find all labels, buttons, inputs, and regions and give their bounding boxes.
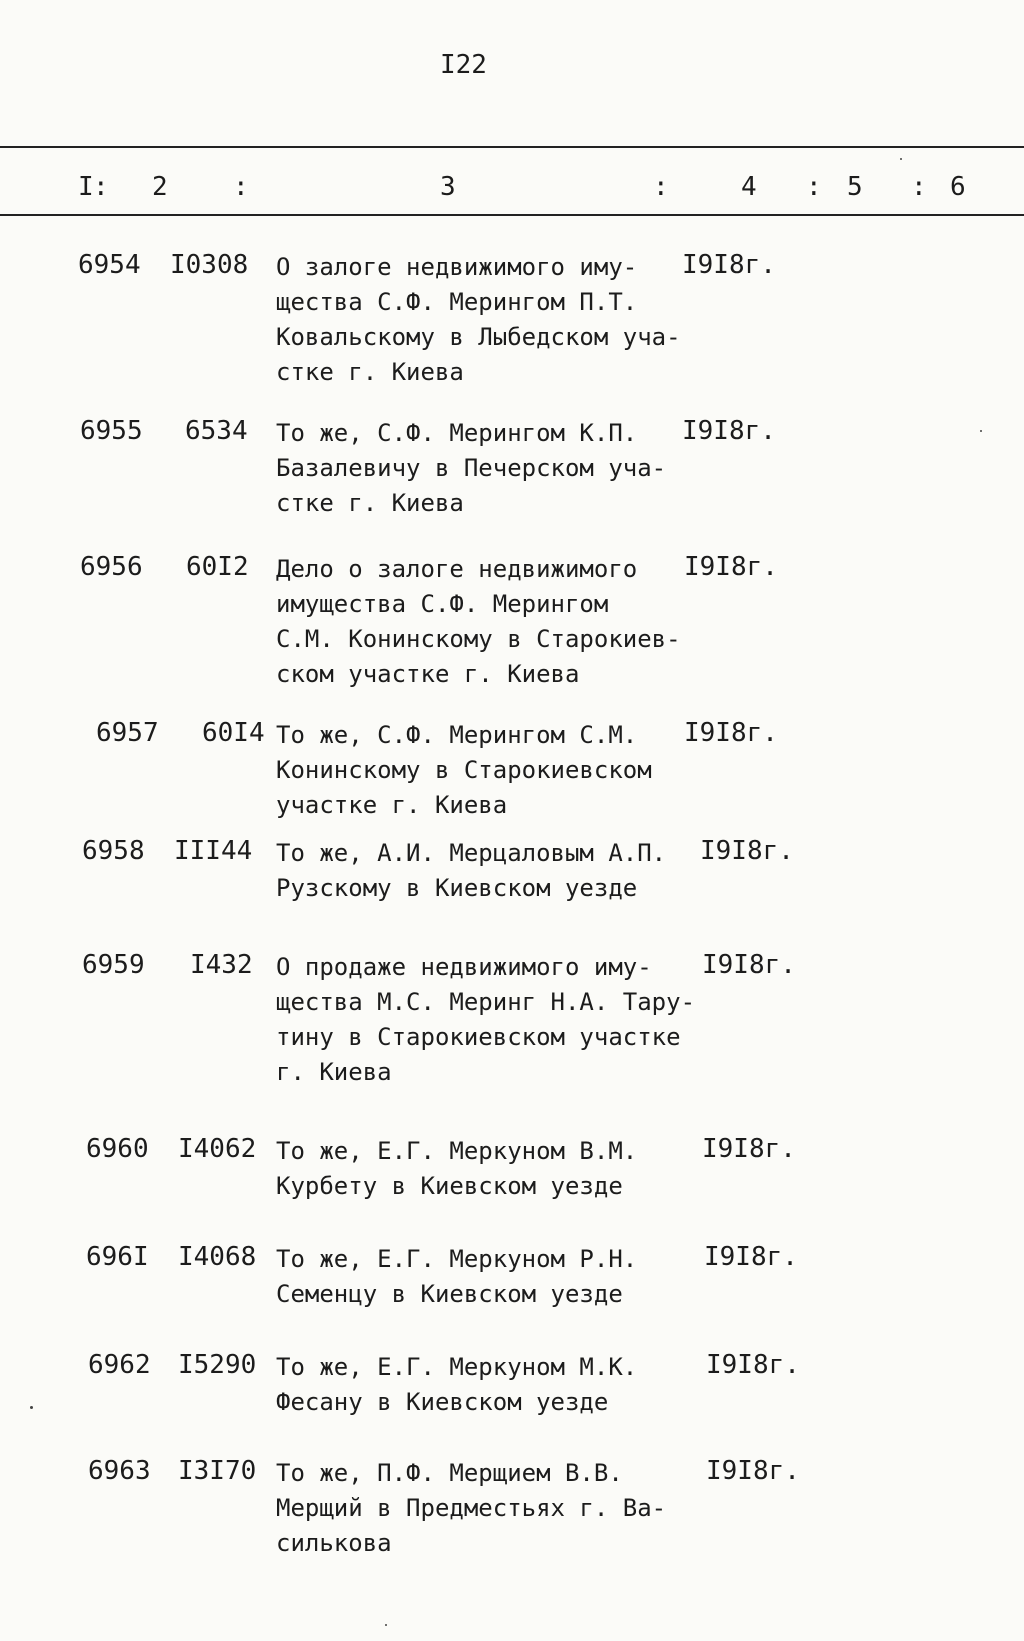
entry-year: I9I8г. <box>702 1134 796 1164</box>
entry-description <box>276 416 706 521</box>
scan-speck <box>980 430 982 432</box>
description-line: имущества С.Ф. Мерингом <box>276 590 609 618</box>
column-separator: : <box>653 172 669 202</box>
description-line: тину в Старокиевском участке <box>276 1023 681 1051</box>
entry-number: 6956 <box>80 552 143 582</box>
entry-year: I9I8г. <box>706 1456 800 1486</box>
page-number: I22 <box>440 50 487 80</box>
table-header-rule <box>0 214 1024 216</box>
entry-number: 696I <box>86 1242 149 1272</box>
column-separator: : <box>233 172 249 202</box>
scan-speck <box>30 1406 33 1409</box>
entry-number: 6957 <box>96 718 159 748</box>
file-number: I3I70 <box>178 1456 257 1486</box>
column-separator: : <box>911 172 927 202</box>
description-line: Конинскому в Старокиевском <box>276 756 652 784</box>
column-separator: : <box>806 172 822 202</box>
description-line: г. Киева <box>276 1058 392 1086</box>
file-number: I5290 <box>178 1350 257 1380</box>
entry-description <box>276 250 706 390</box>
file-number: I4062 <box>178 1134 257 1164</box>
description-line: То же, А.И. Мерцаловым А.П. <box>276 839 667 867</box>
description-line: щества С.Ф. Мерингом П.Т. <box>276 288 638 316</box>
file-number: 6534 <box>185 416 248 446</box>
description-line: О залоге недвижимого иму- <box>276 253 638 281</box>
description-line: Рузскому в Киевском уезде <box>276 874 638 902</box>
description-line: Курбету в Киевском уезде <box>276 1172 623 1200</box>
entry-year: I9I8г. <box>700 836 794 866</box>
entry-year: I9I8г. <box>704 1242 798 1272</box>
entry-year: I9I8г. <box>684 718 778 748</box>
file-number: III44 <box>174 836 253 866</box>
entry-year: I9I8г. <box>702 950 796 980</box>
description-line: То же, Е.Г. Меркуном В.М. <box>276 1137 638 1165</box>
entry-number: 6960 <box>86 1134 149 1164</box>
scan-speck <box>385 1624 387 1626</box>
entry-number: 6963 <box>88 1456 151 1486</box>
description-line: Фесану в Киевском уезде <box>276 1388 609 1416</box>
entry-year: I9I8г. <box>706 1350 800 1380</box>
column-header-5: 5 <box>847 172 863 202</box>
file-number: I432 <box>190 950 253 980</box>
column-header-6: 6 <box>950 172 966 202</box>
entry-description <box>276 1350 706 1420</box>
entry-year: I9I8г. <box>682 416 776 446</box>
file-number: 60I4 <box>202 718 265 748</box>
entry-description <box>276 1242 706 1312</box>
description-line: силькова <box>276 1529 392 1557</box>
description-line: С.М. Конинскому в Старокиев- <box>276 625 681 653</box>
table-top-rule <box>0 146 1024 148</box>
description-line: То же, С.Ф. Мерингом С.М. <box>276 721 638 749</box>
file-number: 60I2 <box>186 552 249 582</box>
entry-description <box>276 1134 706 1204</box>
description-line: щества М.С. Меринг Н.А. Тару- <box>276 988 696 1016</box>
entry-description <box>276 1456 706 1561</box>
description-line: То же, С.Ф. Мерингом К.П. <box>276 419 638 447</box>
column-separator: : <box>93 172 109 202</box>
entry-description <box>276 718 706 823</box>
description-line: О продаже недвижимого иму- <box>276 953 652 981</box>
column-header-4: 4 <box>741 172 757 202</box>
description-line: То же, П.Ф. Мерщием В.В. <box>276 1459 623 1487</box>
description-line: стке г. Киева <box>276 489 464 517</box>
entry-number: 6955 <box>80 416 143 446</box>
description-line: Семенцу в Киевском уезде <box>276 1280 623 1308</box>
column-header-1: I <box>78 172 94 202</box>
entry-description <box>276 950 706 1090</box>
entry-number: 6962 <box>88 1350 151 1380</box>
entry-description <box>276 836 706 906</box>
description-line: Ковальскому в Лыбедском уча- <box>276 323 681 351</box>
column-header-3: 3 <box>440 172 456 202</box>
column-header-2: 2 <box>152 172 168 202</box>
file-number: I4068 <box>178 1242 257 1272</box>
description-line: Дело о залоге недвижимого <box>276 555 638 583</box>
description-line: То же, Е.Г. Меркуном М.К. <box>276 1353 638 1381</box>
entry-number: 6959 <box>82 950 145 980</box>
description-line: стке г. Киева <box>276 358 464 386</box>
entry-year: I9I8г. <box>682 250 776 280</box>
scan-speck <box>900 158 902 160</box>
description-line: Базалевичу в Печерском уча- <box>276 454 667 482</box>
description-line: Мерщий в Предместьях г. Ва- <box>276 1494 667 1522</box>
entry-description <box>276 552 706 692</box>
description-line: ском участке г. Киева <box>276 660 580 688</box>
entry-number: 6958 <box>82 836 145 866</box>
entry-number: 6954 <box>78 250 141 280</box>
description-line: То же, Е.Г. Меркуном Р.Н. <box>276 1245 638 1273</box>
file-number: I0308 <box>170 250 249 280</box>
entry-year: I9I8г. <box>684 552 778 582</box>
description-line: участке г. Киева <box>276 791 508 819</box>
